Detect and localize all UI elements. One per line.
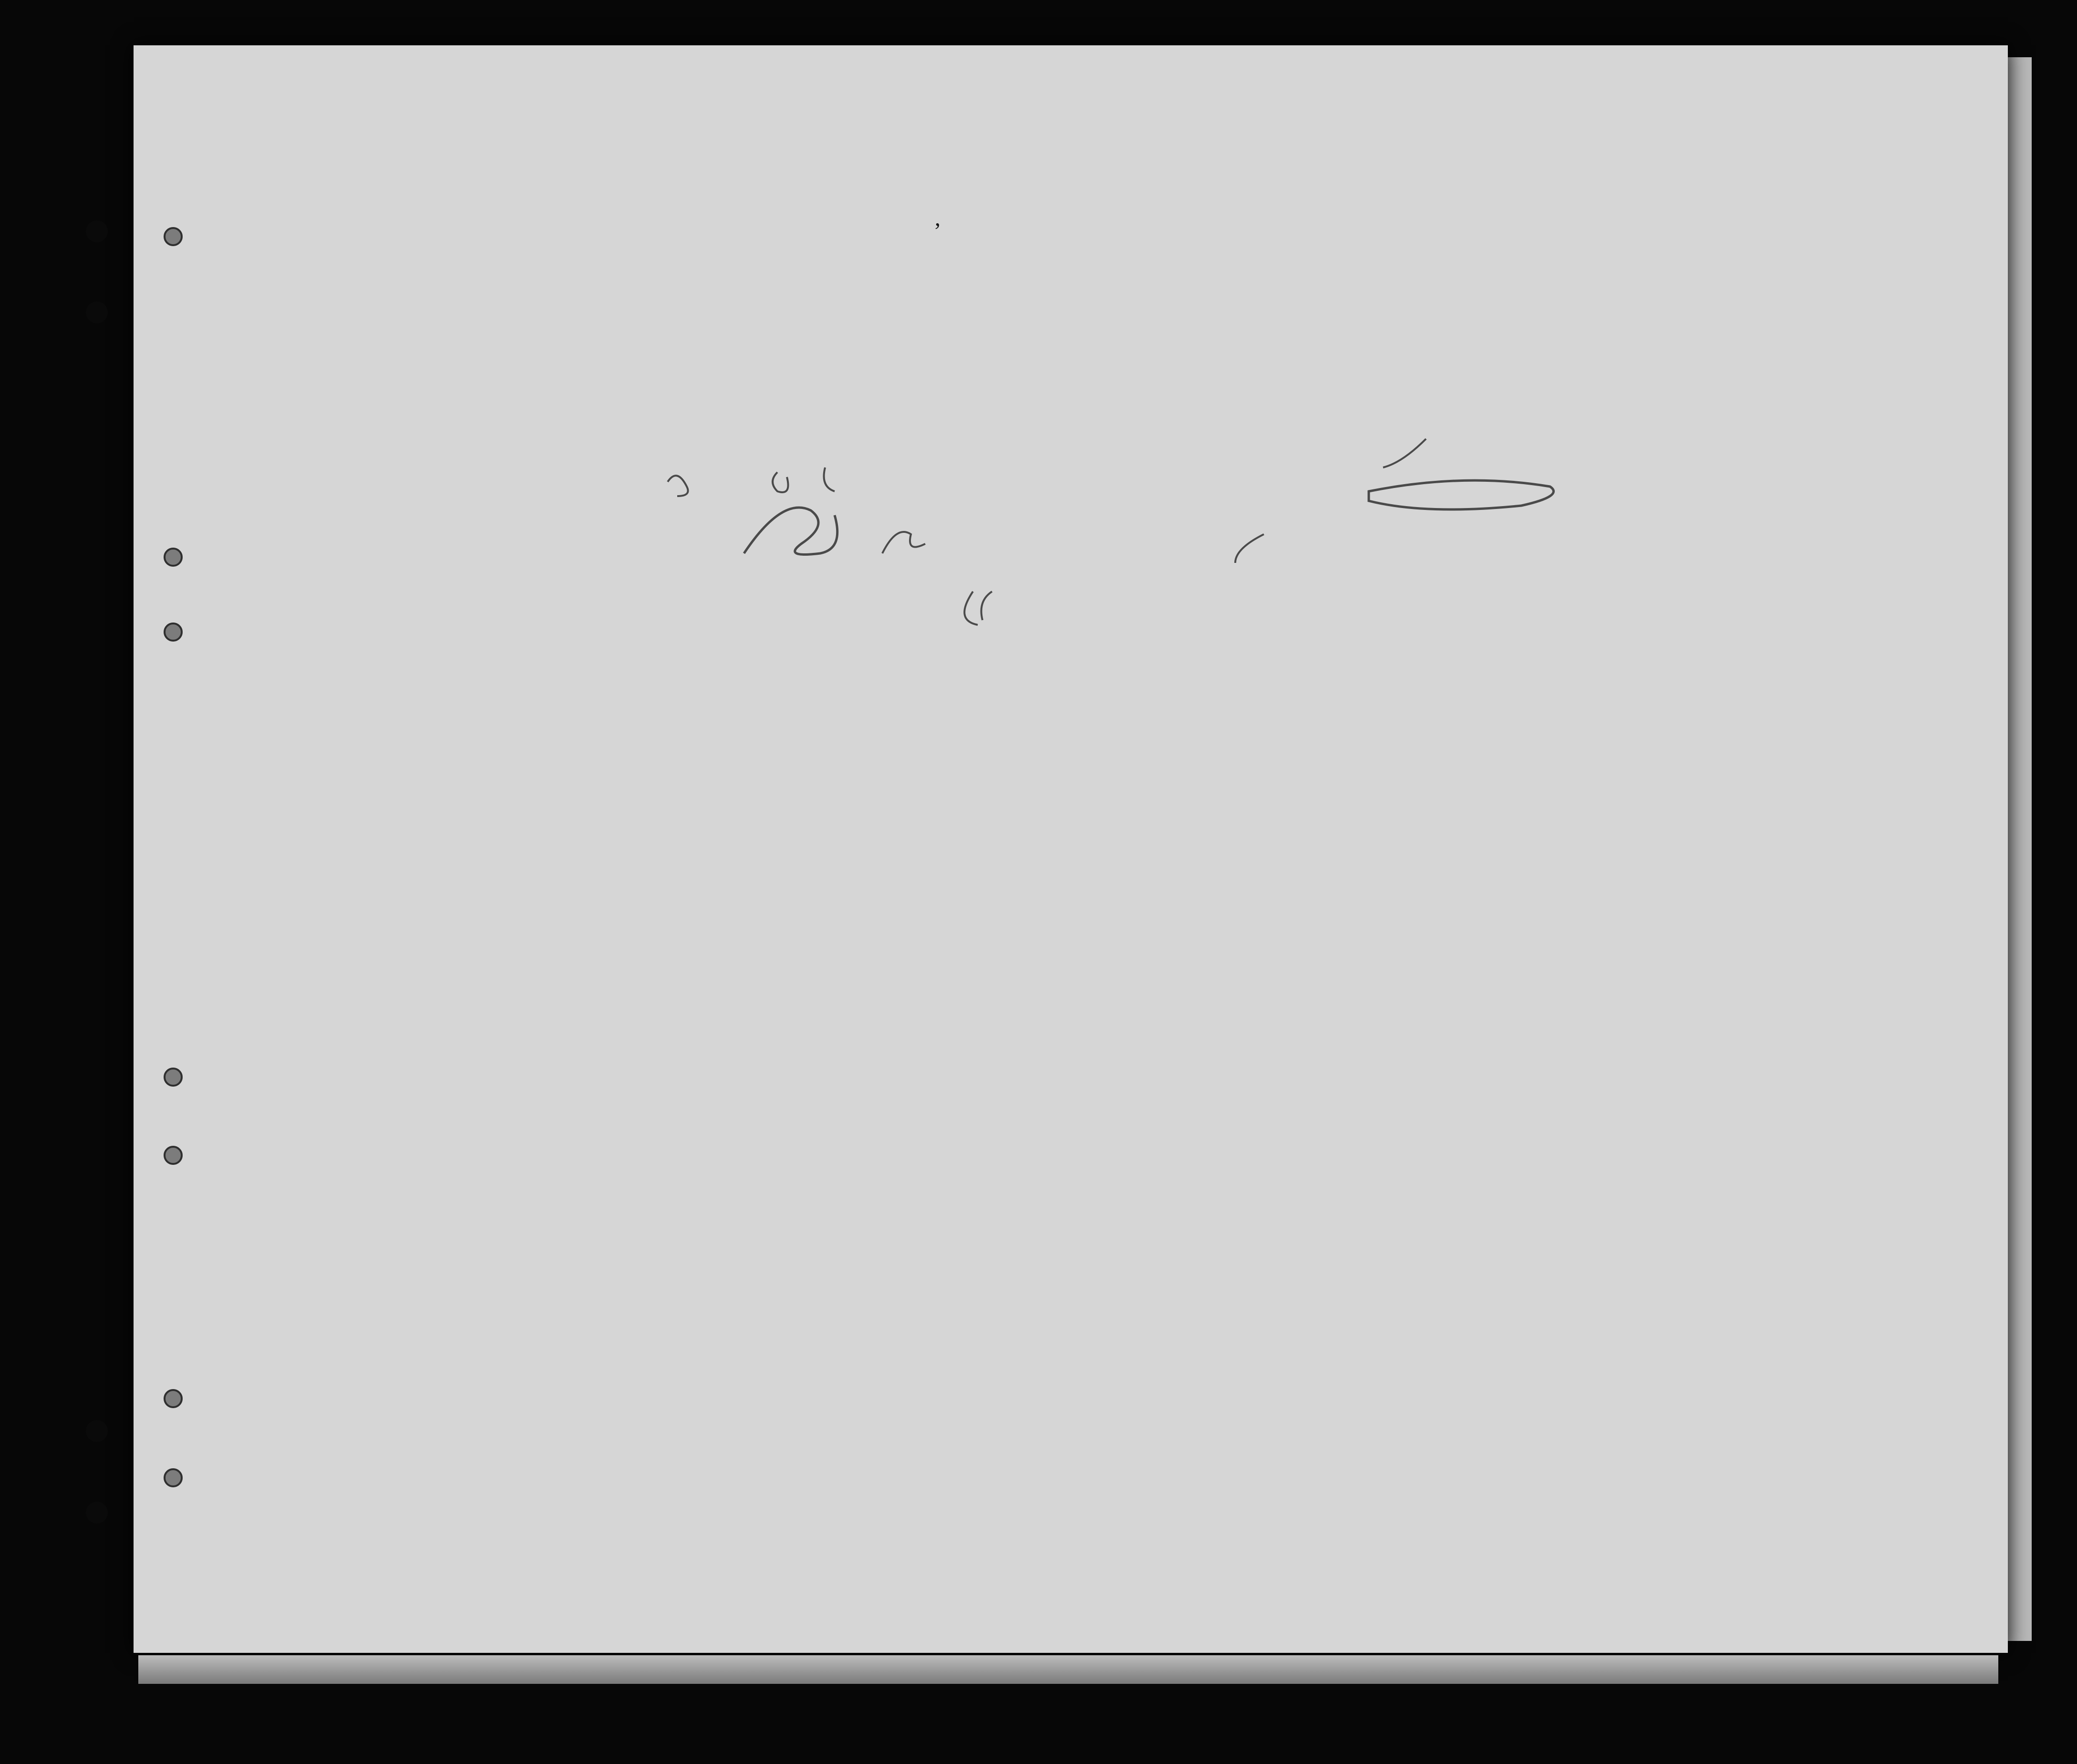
comma: , bbox=[935, 206, 940, 231]
